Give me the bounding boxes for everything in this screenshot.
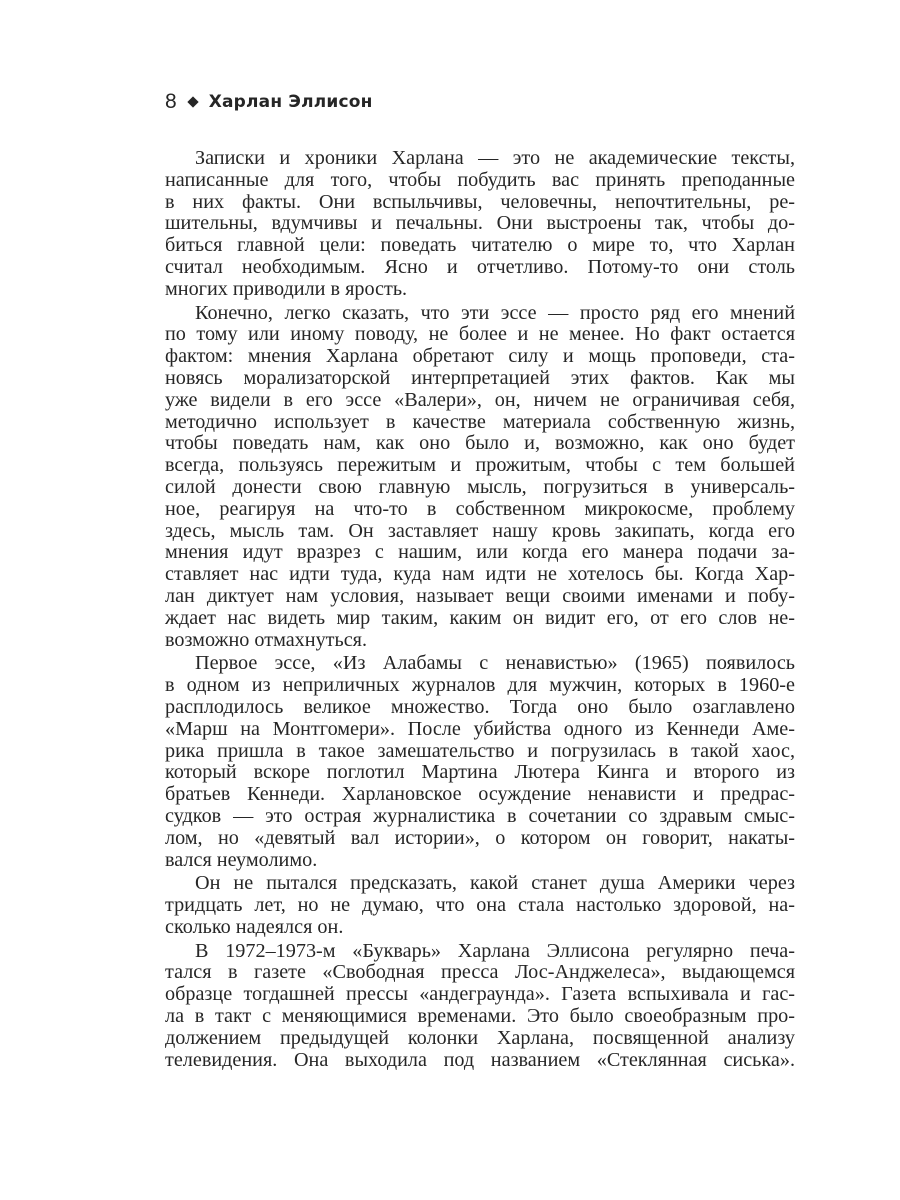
running-title: Харлан Эллисон: [208, 92, 373, 112]
text-line: мнения идут вразрез с нашим, или когда его манера подачи за-: [165, 541, 795, 564]
text-line: всегда, пользуясь пережитым и прожитым, чтобы с тем большей: [165, 454, 795, 477]
text-line: тался в газете «Свободная пресса Лос-Анджелеса», выдающемся: [165, 961, 795, 984]
text-line: вался неумолимо.: [165, 848, 318, 871]
text-line: в одном из неприличных журналов для мужчин, которых в 1960-е: [165, 674, 795, 697]
text-line: расплодилось великое множество. Тогда оно было озаглавлено: [165, 695, 795, 718]
text-line: по тому или иному поводу, не более и не менее. Но факт остается: [165, 323, 795, 346]
text-line: судков — это острая журналистика в сочетании со здравым смыс-: [165, 804, 795, 827]
text-line: телевидения. Она выходила под названием «Стеклянная сиська».: [165, 1048, 795, 1071]
text-line: лом, но «девятый вал истории», о котором он говорит, накаты-: [165, 826, 795, 849]
page-number: 8: [165, 90, 177, 113]
text-line: должением предыдущей колонки Харлана, посвященной анализу: [165, 1026, 795, 1049]
text-line: чтобы поведать нам, как оно было и, возможно, как оно будет: [165, 432, 795, 455]
text-line: фактом: мнения Харлана обретают силу и мощь проповеди, ста-: [165, 345, 795, 368]
text-line: рика пришла в такое замешательство и погрузилась в такой хаос,: [165, 739, 795, 762]
paragraph: [165, 873, 795, 938]
paragraph: [165, 653, 795, 871]
text-line: написанные для того, чтобы побудить вас принять преподанные: [165, 168, 795, 191]
text-line: в них факты. Они вспыльчивы, человечны, непочтительны, ре-: [165, 190, 795, 213]
text-line: тридцать лет, но не думаю, что она стала настолько здоровой, на-: [165, 894, 795, 917]
running-header: [165, 90, 373, 114]
text-line: ждает нас видеть мир таким, каким он видит его, от его слов не-: [165, 606, 795, 629]
paragraph: [165, 941, 795, 1072]
text-line: силой донести свою главную мысль, погрузиться в универсаль-: [165, 475, 795, 498]
text-line: В 1972–1973-м «Букварь» Харлана Эллисона регулярно печа-: [195, 939, 795, 962]
text-line: Записки и хроники Харлана — это не академические тексты,: [195, 147, 795, 169]
text-line: Конечно, легко сказать, что эти эссе — просто ряд его мнений: [195, 301, 795, 324]
text-line: ное, реагируя на что-то в собственном микрокосме, проблему: [165, 497, 795, 520]
text-line: новясь морализаторской интерпретацией этих фактов. Как мы: [165, 366, 795, 389]
text-line: возможно отмахнуться.: [165, 628, 367, 651]
text-line: шительны, вдумчивы и печальны. Они выстроены так, чтобы до-: [165, 212, 795, 235]
diamond-separator-icon: [187, 96, 198, 107]
text-line: «Марш на Монтгомери». После убийства одного из Кеннеди Аме-: [165, 717, 795, 740]
text-line: сколько надеялся он.: [165, 915, 344, 938]
text-line: методично использует в качестве материала собственную жизнь,: [165, 410, 795, 433]
body-text: [165, 148, 795, 1073]
text-line: Первое эссе, «Из Алабамы с ненавистью» (1965) появилось: [195, 652, 795, 675]
text-line: лан диктует нам условия, называет вещи своими именами и побу-: [165, 584, 795, 607]
text-line: братьев Кеннеди. Харлановское осуждение ненависти и предрас-: [165, 783, 795, 806]
text-line: уже видели в его эссе «Валери», он, ничем не ограничивая себя,: [165, 388, 795, 411]
text-line: многих приводили в ярость.: [165, 277, 408, 300]
text-line: образце тогдашней прессы «андеграунда». Газета вспыхивала и гас-: [165, 983, 795, 1006]
text-line: Он не пытался предсказать, какой станет душа Америки через: [195, 872, 795, 895]
text-line: биться главной цели: поведать читателю о мире то, что Харлан: [165, 234, 795, 257]
paragraph: [165, 303, 795, 652]
text-line: считал необходимым. Ясно и отчетливо. Потому-то они столь: [165, 255, 795, 278]
paragraph: [165, 148, 795, 301]
text-line: ла в такт с меняющимися временами. Это было своеобразным про-: [165, 1005, 795, 1028]
text-line: здесь, мысль там. Он заставляет нашу кровь закипать, когда его: [165, 519, 795, 542]
text-line: который вскоре поглотил Мартина Лютера Кинга и второго из: [165, 761, 795, 784]
text-line: ставляет нас идти туда, куда нам идти не хотелось бы. Когда Хар-: [165, 563, 795, 586]
